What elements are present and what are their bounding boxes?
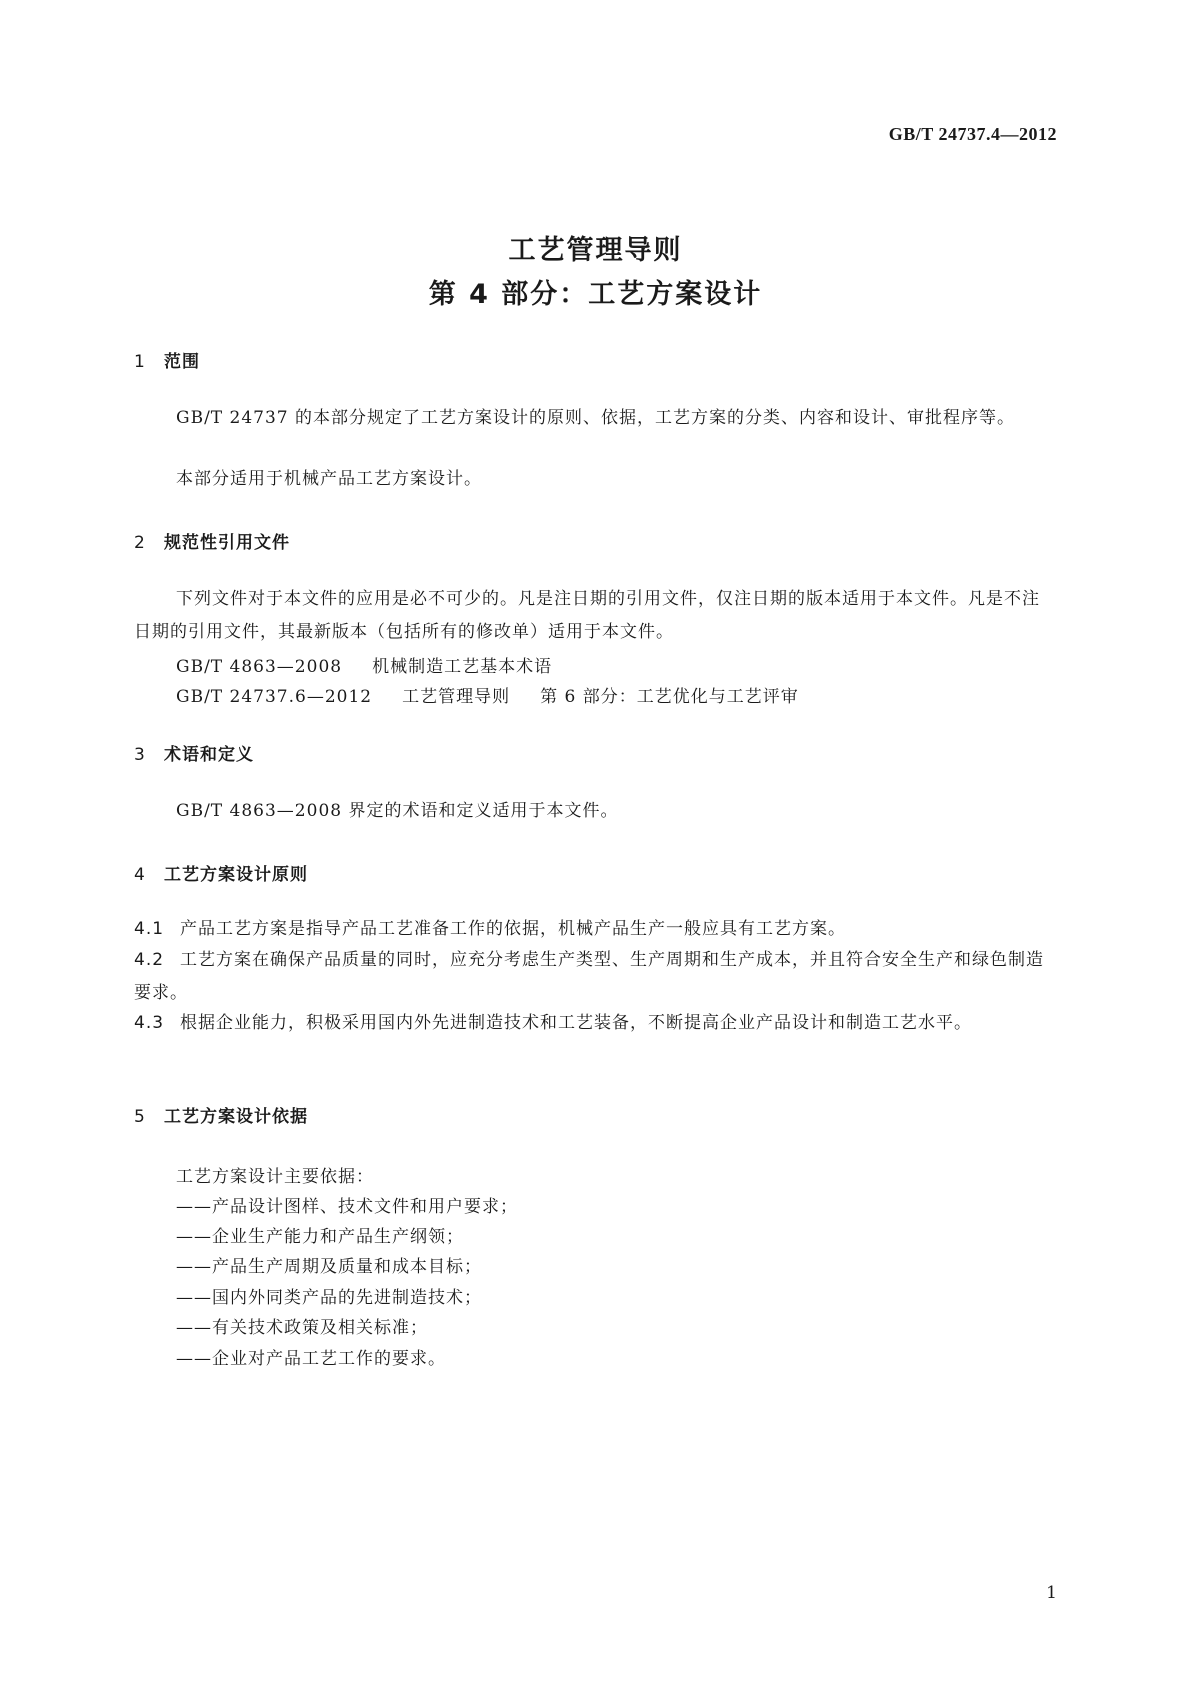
list-item: ——有关技术政策及相关标准；: [176, 1318, 428, 1338]
section-5-intro: 工艺方案设计主要依据：: [176, 1167, 374, 1187]
section-3-paragraph-1: GB/T 4863—2008 界定的术语和定义适用于本文件。: [176, 801, 619, 821]
clause-4-3: 4.3 根据企业能力，积极采用国内外先进制造技术和工艺装备，不断提高企业产品设计和制造工艺水平。: [134, 1013, 973, 1033]
clause-4-1: 4.1 产品工艺方案是指导产品工艺准备工作的依据，机械产品生产一般应具有工艺方案。: [134, 919, 847, 939]
standard-number: GB/T 24737.4—2012: [888, 124, 1057, 144]
list-item: ——产品生产周期及质量和成本目标；: [176, 1257, 482, 1277]
section-4-heading: 4 工艺方案设计原则: [134, 865, 308, 885]
clause-4-2: 4.2 工艺方案在确保产品质量的同时，应充分考虑生产类型、生产周期和生产成本，并且符合安全生产和绿色制造要求。: [134, 950, 1045, 1003]
section-3-heading: 3 术语和定义: [134, 745, 254, 765]
section-1-heading: 1 范围: [134, 352, 200, 372]
list-item: ——产品设计图样、技术文件和用户要求；: [176, 1197, 518, 1217]
section-1-paragraph-2: 本部分适用于机械产品工艺方案设计。: [176, 469, 482, 489]
list-item: ——企业对产品工艺工作的要求。: [176, 1349, 446, 1369]
document-subtitle: 第 4 部分：工艺方案设计: [428, 279, 763, 310]
document-title: 工艺管理导则: [508, 235, 683, 266]
list-item: ——国内外同类产品的先进制造技术；: [176, 1288, 482, 1308]
section-2-heading: 2 规范性引用文件: [134, 533, 290, 553]
list-item: ——企业生产能力和产品生产纲领；: [176, 1227, 464, 1247]
normative-reference-2: GB/T 24737.6—2012 工艺管理导则 第 6 部分：工艺优化与工艺评审: [176, 687, 799, 707]
section-5-heading: 5 工艺方案设计依据: [134, 1107, 308, 1127]
normative-reference-1: GB/T 4863—2008 机械制造工艺基本术语: [176, 657, 553, 677]
section-2-paragraph-1: 下列文件对于本文件的应用是必不可少的。凡是注日期的引用文件，仅注日期的版本适用于本文件。凡是不注日期的引用文件，其最新版本（包括所有的修改单）适用于本文件。: [134, 589, 1040, 642]
page-number: 1: [1046, 1583, 1057, 1603]
section-1-paragraph-1: GB/T 24737 的本部分规定了工艺方案设计的原则、依据，工艺方案的分类、内容和设计、审批程序等。: [176, 408, 1016, 428]
